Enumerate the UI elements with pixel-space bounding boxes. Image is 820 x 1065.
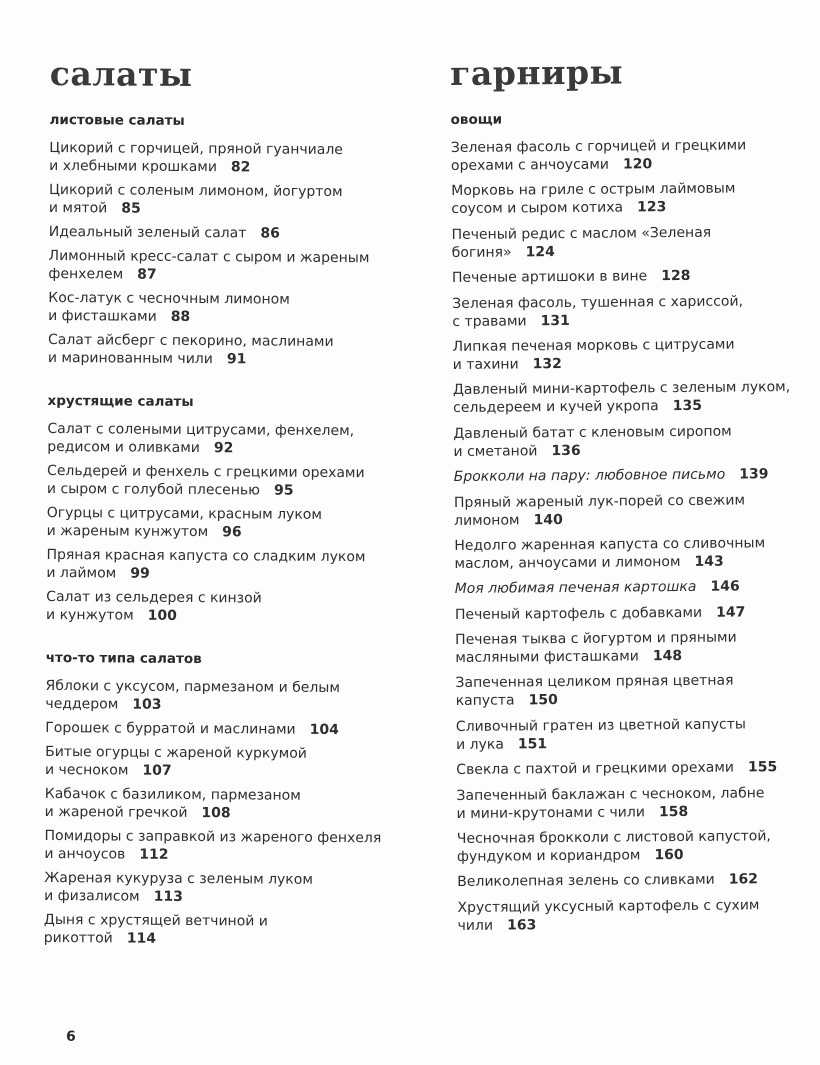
entry-title: Хрустящий уксусный картофель с сухим чили: [457, 897, 760, 934]
entry-title: Свекла с пахтой и грецкими орехами: [456, 759, 735, 779]
entry-title: Лимонный кресс-салат с сыром и жареным фенхелем: [48, 247, 370, 283]
entry-title: Сливочный гратен из цветной капусты и лука: [455, 716, 747, 753]
entry-page-number: 124: [525, 243, 555, 261]
section-title: овощи: [450, 111, 503, 128]
sides-part-title: гарниры: [450, 52, 624, 93]
entry-title: Зеленая фасоль с горчицей и грецкими орехами с анчоусами: [450, 137, 747, 174]
entry-title: Недолго жаренная капуста со сливочным маслом, анчоусами и лимоном: [454, 535, 766, 572]
toc-entry[interactable]: [456, 715, 816, 754]
entry-title: Печеный картофель с добавками: [454, 604, 703, 623]
entry-page-number: 95: [273, 482, 294, 499]
salads-column: [44, 52, 390, 975]
entry-page-number: 96: [222, 524, 242, 541]
sides-column: [450, 49, 818, 961]
toc-entry[interactable]: [451, 179, 811, 218]
entry-title: Дыня с хрустящей ветчиной и рикоттой: [43, 911, 268, 947]
entry-title: Цикорий с соленым лимоном, йогуртом и мятой: [48, 181, 343, 217]
toc-entry[interactable]: [45, 743, 385, 781]
toc-entry[interactable]: [44, 911, 384, 949]
entry-title: Салат с солеными цитрусами, фенхелем, редисом и оливками: [47, 420, 355, 457]
entry-title: Давленый мини-картофель с зеленым луком, сельдереем и кучей укропа: [452, 379, 791, 417]
entry-page-number: 158: [658, 803, 689, 820]
toc-entry[interactable]: [49, 139, 389, 177]
entry-page-number: 92: [213, 440, 234, 457]
entry-page-number: 143: [694, 553, 724, 570]
entry-title: Кабачок с базиликом, пармезаном и жареной гречкой: [44, 785, 301, 821]
toc-entry[interactable]: [452, 335, 812, 374]
toc-entry[interactable]: [456, 783, 816, 822]
toc-section: [44, 650, 386, 949]
salads-part-title: салаты: [49, 53, 193, 94]
toc-entry[interactable]: [453, 378, 813, 417]
entry-page-number: 136: [551, 442, 581, 459]
section-title: хрустящие салаты: [47, 392, 194, 411]
entry-title: Давленый батат с кленовым сиропом и сметаной: [453, 423, 732, 460]
toc-section: [46, 393, 388, 626]
entry-title: Огурцы с цитрусами, красным луком и жареным кунжутом: [46, 504, 323, 541]
toc-entry[interactable]: [457, 870, 817, 891]
toc-entry[interactable]: [46, 546, 386, 584]
toc-entry[interactable]: [454, 465, 814, 486]
entry-page-number: 147: [716, 604, 746, 621]
toc-entry[interactable]: [49, 223, 389, 243]
entry-page-number: 82: [230, 159, 251, 176]
entry-page-number: 91: [226, 351, 247, 368]
entry-title: Печеная тыква с йогуртом и пряными масляными фисташками: [455, 629, 737, 667]
entry-title: Цикорий с горчицей, пряной гуанчиале и хлебными крошками: [49, 139, 343, 176]
entry-page-number: 112: [139, 846, 169, 863]
toc-entry[interactable]: [455, 671, 815, 710]
entry-page-number: 99: [130, 565, 150, 582]
entry-page-number: 132: [532, 355, 562, 373]
entry-title: Липкая печеная морковь с цитрусами и тахини: [452, 336, 735, 373]
toc-entry[interactable]: [48, 289, 388, 327]
toc-entry[interactable]: [45, 677, 385, 715]
entry-page-number: 155: [747, 759, 778, 776]
page-number: 6: [66, 1029, 76, 1045]
entry-page-number: 162: [728, 871, 759, 889]
toc-entry[interactable]: [455, 603, 815, 624]
entry-title: Помидоры с заправкой из жареного фенхеля и анчоусов: [44, 827, 382, 863]
entry-page-number: 131: [540, 312, 570, 329]
toc-entry[interactable]: [452, 266, 812, 287]
entry-page-number: 148: [652, 648, 683, 665]
toc-entry[interactable]: [453, 422, 813, 461]
toc-entry[interactable]: [454, 490, 814, 529]
toc-entry[interactable]: [47, 420, 387, 458]
entry-title: Идеальный зеленый салат: [48, 223, 247, 242]
entry-title: Салат из сельдерея с кинзой и кунжутом: [46, 588, 262, 624]
entry-title: Морковь на гриле с острым лаймовым соусом и сыром котиха: [451, 180, 736, 218]
toc-entry[interactable]: [454, 534, 814, 573]
toc-entry[interactable]: [47, 504, 387, 542]
entry-page-number: 103: [132, 696, 162, 713]
entry-page-number: 120: [622, 156, 653, 173]
section-title: что-то типа салатов: [45, 649, 202, 668]
entry-page-number: 163: [506, 917, 537, 934]
toc-entry[interactable]: [452, 223, 812, 262]
toc-entry[interactable]: [45, 785, 385, 823]
entry-page-number: 104: [309, 721, 339, 739]
entry-page-number: 87: [137, 266, 157, 283]
sides-sections: [451, 109, 818, 935]
entry-title: Зеленая фасоль, тушенная с хариссой, с травами: [452, 293, 744, 330]
entry-page-number: 151: [517, 736, 548, 753]
toc-entry[interactable]: [44, 869, 384, 907]
toc-entry[interactable]: [48, 247, 388, 285]
entry-page-number: 160: [654, 847, 684, 864]
entry-title: Яблоки с уксусом, пармезаном и белым чеддером: [45, 677, 341, 713]
entry-title: Горошек с бурратой и маслинами: [45, 719, 296, 738]
entry-page-number: 114: [126, 930, 157, 947]
toc-entry[interactable]: [457, 896, 817, 935]
entry-page-number: 146: [710, 578, 740, 596]
entry-title: Битые огурцы с жареной куркумой и чесноком: [44, 743, 307, 779]
entry-title: Пряная красная капуста со сладким луком и лаймом: [46, 546, 366, 582]
entry-title: Чесночная брокколи с листовой капустой, фундуком и кориандром: [456, 828, 771, 866]
toc-entry[interactable]: [457, 827, 817, 866]
toc-entry[interactable]: [49, 181, 389, 219]
toc-entry[interactable]: [451, 136, 811, 175]
toc-entry[interactable]: [452, 291, 812, 330]
entry-title: Сельдерей и фенхель с грецкими орехами и сыром с голубой плесенью: [46, 462, 365, 499]
entry-title: Печеные артишоки в вине: [451, 268, 648, 287]
entry-page-number: 113: [153, 888, 183, 905]
toc-entry[interactable]: [44, 827, 384, 865]
toc-entry[interactable]: [455, 577, 815, 598]
entry-page-number: 100: [147, 607, 177, 624]
entry-page-number: 139: [739, 466, 769, 483]
entry-page-number: 123: [637, 199, 667, 216]
toc-entry[interactable]: [45, 719, 385, 739]
toc-entry[interactable]: [48, 331, 388, 369]
entry-page-number: 107: [142, 762, 172, 779]
entry-page-number: 140: [533, 511, 563, 528]
entry-page-number: 150: [528, 692, 558, 709]
entry-title: Моя любимая печеная картошка: [454, 579, 697, 598]
toc-section: [451, 109, 818, 935]
entry-title: Жареная кукуруза с зеленым луком и физалисом: [44, 869, 313, 905]
entry-page-number: 108: [201, 805, 231, 822]
entry-title: Брокколи на пару: любовное письмо: [453, 466, 726, 486]
toc-entry[interactable]: [46, 588, 386, 626]
section-title: листовые салаты: [49, 111, 185, 129]
entry-title: Запеченный баклажан с чесноком, лабне и мини-крутонами с чили: [456, 784, 765, 822]
toc-entry[interactable]: [455, 628, 815, 667]
entry-title: Великолепная зелень со сливками: [457, 872, 715, 891]
entry-page-number: 86: [260, 225, 280, 242]
toc-entry[interactable]: [47, 462, 387, 500]
entry-title: Пряный жареный лук-порей со свежим лимоном: [453, 491, 746, 529]
entry-title: Кос-латук с чесночным лимоном и фисташками: [48, 289, 290, 325]
entry-title: Запеченная целиком пряная цветная капуста: [455, 673, 734, 710]
toc-section: [48, 112, 390, 369]
entry-page-number: 85: [121, 200, 141, 217]
toc-entry[interactable]: [456, 758, 816, 779]
entry-title: Салат айсберг с пекорино, маслинами и маринованным чили: [47, 331, 334, 368]
entry-page-number: 135: [672, 398, 702, 415]
entry-page-number: 88: [170, 308, 191, 325]
salads-sections: [44, 112, 390, 949]
entry-title: Печеный редис с маслом «Зеленая богиня»: [451, 224, 712, 261]
entry-page-number: 128: [661, 268, 691, 285]
